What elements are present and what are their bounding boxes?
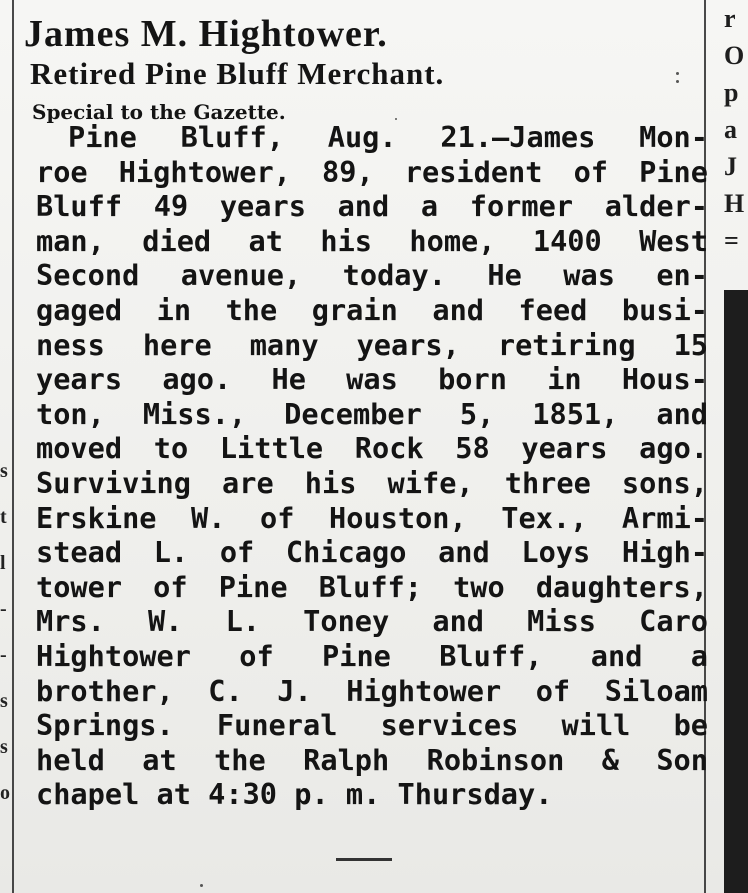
right-fragment: a [724, 115, 737, 144]
left-fragment: - [0, 598, 7, 620]
body-line: stead L. of Chicago and Loys High- [36, 535, 708, 570]
obituary-article [24, 12, 708, 812]
print-speck [676, 72, 679, 75]
body-line: gaged in the grain and feed busi- [36, 292, 708, 327]
adjacent-column-fragments-left [0, 460, 10, 828]
body-line: chapel at 4:30 p. m. Thursday. [36, 777, 553, 812]
right-fragment: O [724, 41, 745, 70]
adjacent-column-dark-strip [724, 290, 748, 893]
left-fragment: - [0, 644, 7, 666]
body-line: ton, Miss., December 5, 1851, and [36, 396, 708, 431]
body-line: man, died at his home, 1400 West [36, 223, 708, 258]
body-line: Hightower of Pine Bluff, and a [36, 638, 708, 673]
right-fragment: = [724, 226, 739, 255]
body-line: Bluff 49 years and a former alder- [36, 189, 708, 224]
body-line: years ago. He was born in Hous- [36, 362, 708, 397]
body-line: ness here many years, retiring 15 [36, 327, 708, 362]
body-line: Pine Bluff, Aug. 21.—James Mon- [68, 120, 708, 154]
left-column-rule [12, 0, 14, 893]
right-fragment: p [724, 78, 739, 107]
subheadline: Retired Pine Bluff Merchant. [30, 56, 445, 91]
headline: James M. Hightower. [24, 13, 388, 55]
left-fragment: t [0, 506, 7, 528]
body-line: moved to Little Rock 58 years ago. [36, 431, 708, 466]
body-line: brother, C. J. Hightower of Siloam [36, 673, 708, 708]
left-fragment: o [0, 782, 10, 804]
body-line: Surviving are his wife, three sons, [36, 465, 708, 500]
right-fragment: J [724, 152, 737, 181]
left-fragment: s [0, 460, 8, 482]
adjacent-column-fragments-right [724, 0, 748, 259]
body-line: Mrs. W. L. Toney and Miss Caro [36, 604, 708, 639]
body-line: held at the Ralph Robinson & Son [36, 742, 708, 777]
dateline: Special to the Gazette. [32, 100, 286, 124]
right-fragment: r [724, 4, 736, 33]
left-fragment: s [0, 690, 8, 712]
left-fragment: s [0, 736, 8, 758]
right-fragment: H [724, 189, 745, 218]
body-line: Erskine W. of Houston, Tex., Armi- [36, 500, 708, 535]
body-line: Second avenue, today. He was en- [36, 258, 708, 293]
print-speck [676, 80, 679, 83]
body-line: tower of Pine Bluff; two daughters, [36, 569, 708, 604]
print-speck [395, 118, 397, 120]
print-speck [200, 884, 203, 887]
body-line: roe Hightower, 89, resident of Pine [36, 154, 708, 189]
left-fragment: l [0, 552, 6, 574]
body-line: Springs. Funeral services will be [36, 708, 708, 743]
article-body [36, 120, 708, 812]
end-of-article-rule [336, 858, 392, 861]
